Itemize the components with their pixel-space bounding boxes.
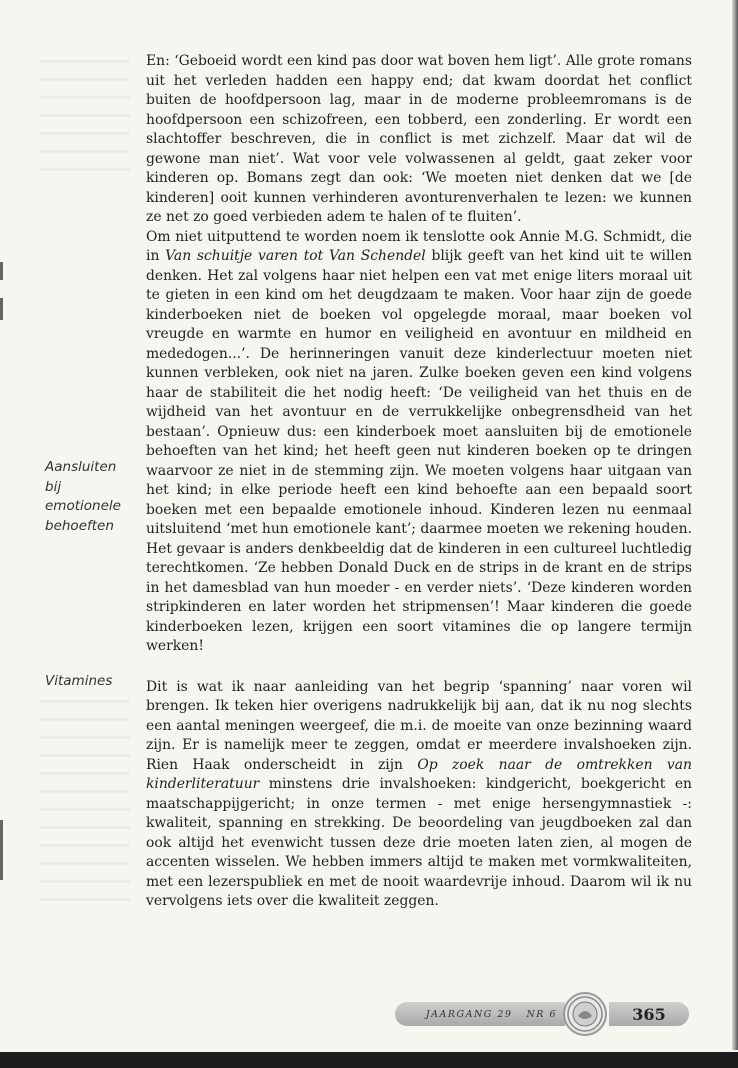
margin-note-emotionele-behoeften: Aansluiten bij emotionele behoeften (45, 459, 121, 534)
journal-issue-label: JAARGANG 29 NR 6 (395, 1002, 565, 1026)
page-edge-shadow (732, 0, 738, 1050)
show-through-text (40, 60, 130, 180)
seal-icon (563, 992, 607, 1036)
body-text (146, 52, 692, 912)
paragraph-2: Om niet uitputtend te worden noem ik tenslotte ook Annie M.G. Schmidt, die in Van schuitje varen tot Van Schendel blijk geeft van het kind uit te willen denken. Het zal volgens haar niet helpen een vat met enige liters moraal uit te gieten in een kind om het deugdzaam te maken. Voor haar zijn de goede kinderboeken niet de boeken vol opgelegde moraal, maar boeken vol vreugde en warmte en humor en veiligheid en avontuur en mildheid en mededogen...’. De herinneringen vanuit deze kinderlectuur moeten niet kunnen verbleken, ook niet na jaren. Zulke boeken geven een kind volgens haar de stabiliteit die het nodig heeft: ‘De veiligheid van het thuis en de wijdheid van het avontuur en de verrukkelijke onbegrensdheid van het bestaan’. Opnieuw dus: een kinderboek moet aansluiten bij de emotionele behoeften van het kind; het heeft geen nut kinderen boeken op te dringen waarvoor ze niet in de stemming zijn. We moeten volgens haar uitgaan van het kind; in elke periode heeft een kind behoefte aan een bepaald soort boeken met een bepaalde emotionele inhoud. Kinderen lezen nu eenmaal uitsluitend ‘met hun emotionele kant’; daarmee moeten we rekening houden. Het gevaar is anders denkbeeldig dat de kinderen in een cultureel luchtledig terechtkomen. ‘Ze hebben Donald Duck en de strips in de krant en de strips in het damesblad van hun moeder - en verder niets’. ‘Deze kinderen worden stripkinderen en later worden het stripmensen’! Maar kinderen die goede kinderboeken lezen, krijgen een soort vitamines die op langere termijn werken! (146, 228, 693, 654)
binding-mark (0, 262, 3, 280)
binding-mark (0, 820, 3, 880)
book-title: Van schuitje varen tot Van Schendel (165, 248, 426, 264)
bottom-bar (0, 1052, 738, 1068)
show-through-text (40, 700, 130, 910)
margin-note-vitamines: Vitamines (45, 673, 113, 689)
page-footer (395, 992, 695, 1036)
page-number: 365 (609, 1002, 689, 1026)
book-title: Op zoek naar de omtrekken van kinderliteratuur (146, 756, 692, 792)
paragraph-1: En: ‘Geboeid wordt een kind pas door wat boven hem ligt’. Alle grote romans uit het verleden hadden een happy end; dat kwam doordat het conflict buiten de hoofdpersoon lag, maar in de moderne probleemromans is de hoofdpersoon een schizofreen, een tobberd, een zonderling. Er wordt een slachtoffer beschreven, die in conflict is met zichzelf. Maar dat wil de gewone man niet’. Wat voor vele volwassenen al geldt, gaat zeker voor kinderen op. Bomans zegt dan ook: ‘We moeten niet denken dat we [de kinderen] ooit kunnen verhinderen avonturenverhalen te lezen: we kunnen ze net zo goed verbieden adem te halen of te fluiten’. (146, 53, 692, 225)
paragraph-3: Dit is wat ik naar aanleiding van het begrip ‘spanning’ naar voren wil brengen. Ik teken hier overigens nadrukkelijk bij aan, dat ik nu nog slechts een aantal meningen weergeef, die m.i. de moeite van onze bezinning waard zijn. Er is namelijk meer te zeggen, omdat er meerdere invalshoeken zijn. Rien Haak onderscheidt in zijn Op zoek naar de omtrekken van kinderliteratuur minstens drie invalshoeken: kindgericht, boekgericht en maatschappijgericht; in onze termen - met enige hersengymnastiek -: kwaliteit, spanning en strekking. De beoordeling van jeugdboeken zal dan ook altijd het evenwicht tussen deze drie moeten laten zien, al mogen de accenten wisselen. We hebben immers altijd te maken met vormkwaliteiten, met een lezerspubliek en met de nooit waardevrije inhoud. Daarom wil ik nu vervolgens iets over die kwaliteit zeggen. (146, 678, 692, 909)
binding-mark (0, 298, 3, 320)
